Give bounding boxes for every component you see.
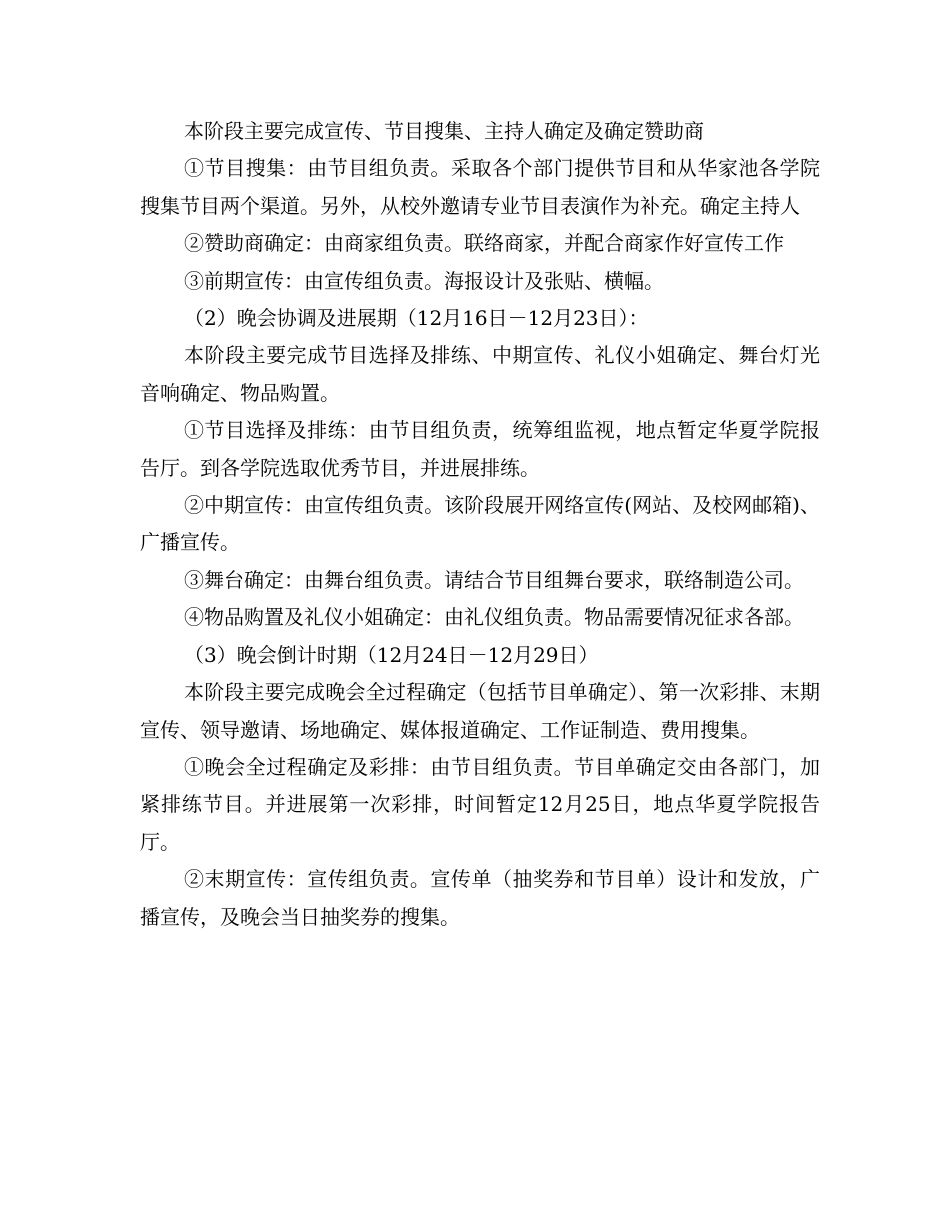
paragraph-stage3-summary: 本阶段主要完成晚会全过程确定（包括节目单确定）、第一次彩排、末期宣传、领导邀请、场地确定、媒体报道确定、工作证制造、费用搜集。 xyxy=(140,680,820,742)
section-heading-3: （3）晚会倒计时期（12月24日－12月29日） xyxy=(184,642,599,667)
paragraph-final-publicity: ②末期宣传：宣传组负责。宣传单（抽奖券和节目单）设计和发放，广播宣传，及晚会当日抽奖券的搜集。 xyxy=(140,867,820,929)
paragraph-program-selection: ①节目选择及排练：由节目组负责，统筹组监视，地点暂定华夏学院报告厅。到各学院选取优秀节目，并进展排练。 xyxy=(140,418,820,480)
paragraph-intro: 本阶段主要完成宣传、节目搜集、主持人确定及确定赞助商 xyxy=(184,119,704,143)
paragraph-stage2-summary: 本阶段主要完成节目选择及排练、中期宣传、礼仪小姐确定、舞台灯光音响确定、物品购置。 xyxy=(140,343,820,405)
paragraph-program-collection: ①节目搜集：由节目组负责。采取各个部门提供节目和从华家池各学院搜集节目两个渠道。另外，从校外邀请专业节目表演作为补充。确定主持人 xyxy=(140,156,820,218)
document-body xyxy=(140,113,820,936)
paragraph-rehearsal: ①晚会全过程确定及彩排：由节目组负责。节目单确定交由各部门，加紧排练节目。并进展第一次彩排，时间暂定12月25日，地点华夏学院报告厅。 xyxy=(140,754,820,854)
paragraph-stage: ③舞台确定：由舞台组负责。请结合节目组舞台要求，联络制造公司。 xyxy=(184,567,804,592)
paragraph-purchase-etiquette: ④物品购置及礼仪小姐确定：由礼仪组负责。物品需要情况征求各部。 xyxy=(184,605,804,630)
section-heading-2: （2）晚会协调及进展期（12月16日－12月23日）： xyxy=(184,306,649,331)
paragraph-sponsor: ②赞助商确定：由商家组负责。联络商家，并配合商家作好宣传工作 xyxy=(184,231,784,256)
paragraph-mid-publicity: ②中期宣传：由宣传组负责。该阶段展开网络宣传(网站、及校网邮箱)、广播宣传。 xyxy=(140,493,820,555)
paragraph-early-publicity: ③前期宣传：由宣传组负责。海报设计及张贴、横幅。 xyxy=(184,268,664,293)
